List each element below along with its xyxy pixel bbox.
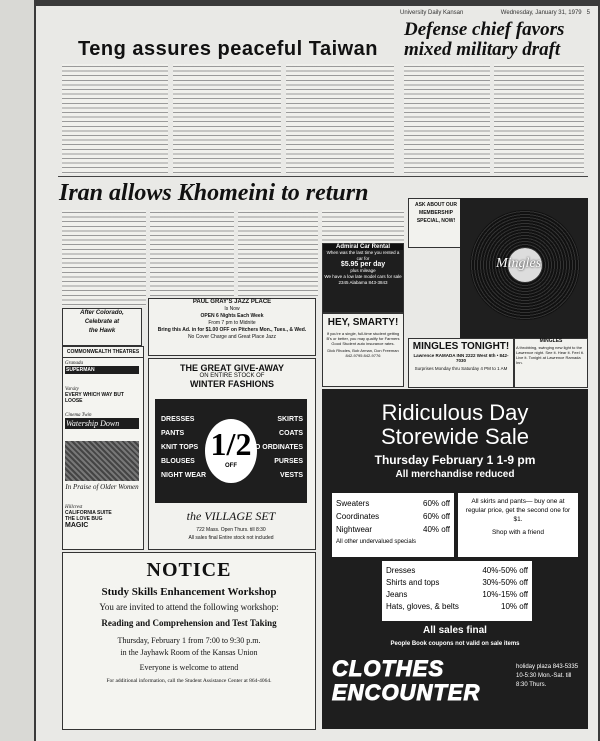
giveaway-dark-panel <box>155 399 307 503</box>
theatre-slot-granada: Granada SUPERMAN <box>65 361 139 385</box>
ad-mingles-tonight: MINGLES TONIGHT! Lawrence RAMADA INN 2222 West 6th • 842-7030 Surprises Monday thru Saturday 4 PM to 1 AM <box>408 338 514 388</box>
older-women-title: In Praise of Older Women <box>65 483 139 491</box>
theatre-slot-hillcrest: Hillcrest CALIFORNIA SUITE THE LOVE BUG MAGIC <box>65 505 112 529</box>
taiwan-col-3 <box>286 64 394 174</box>
mingles-record-panel <box>460 198 588 338</box>
taiwan-col-2 <box>173 64 281 174</box>
headline-defense: Defense chief favors mixed military draft <box>404 19 565 60</box>
taiwan-col-1-text <box>62 64 168 74</box>
rd-row: Sweaters 60% off <box>336 499 450 508</box>
taiwan-col-2-text <box>173 64 281 74</box>
rd-store: CLOTHES ENCOUNTER <box>332 656 481 705</box>
older-women-photo <box>65 441 139 481</box>
rule-top <box>58 176 588 177</box>
ad-giveaway: THE GREAT GIVE-AWAY ON ENTIRE STOCK OF WINTER FASHIONS DRESSES PANTS KNIT TOPS BLOUSES NIGHT WEAR 1/2 OFF SKIRTS COATS CO ORDINATES PURSES VESTS the VILLAGE SET 722 Mass. Open Thurs. till 8:30 All sales final Entire stock not included <box>148 358 316 550</box>
ad-membership: ASK ABOUT OUR MEMBERSHIP SPECIAL, NOW! <box>408 198 464 248</box>
rd-row: Shirts and tops 30%-50% off <box>386 578 528 587</box>
iran-col-2 <box>150 210 234 296</box>
headline-iran: Iran allows Khomeini to return <box>59 180 369 206</box>
rd-row: Hats, gloves, & belts 10% off <box>386 602 528 611</box>
rd-final: All sales final <box>423 625 487 636</box>
rd-other: All other undervalued specials <box>336 539 417 545</box>
defense-col-1 <box>404 64 490 174</box>
rd-title1: Ridiculous Day <box>381 400 529 425</box>
ad-mingles-side: MINGLES A throbbing, swinging new light to the Lawrence night. See it. Hear it. Feel it. Live it. Tonight at Lawrence Ramada Inn. <box>514 338 588 388</box>
taiwan-col-3-text <box>286 64 394 74</box>
ad-ridiculous-day <box>322 389 588 729</box>
rd-table1 <box>332 493 454 557</box>
adjacent-page-strip <box>0 0 34 741</box>
taiwan-col-1 <box>62 64 168 174</box>
paper-name: University Daily Kansan <box>400 10 464 16</box>
ad-car-rental: Admiral Car Rental When was the last time you rented a car for $5.95 per day plus mileage We have a low late model cars for sale 2345 Alabama 843-3843 <box>322 243 404 313</box>
rd-row: Nightwear 40% off <box>336 525 450 534</box>
rd-title2: Storewide Sale <box>381 424 529 449</box>
iran-col-2-text <box>150 210 234 220</box>
rd-skirts: All skirts and pants— buy one at regular price, get the second one for $1. Shop with a friend <box>458 493 578 557</box>
rd-sub: All merchandise reduced <box>395 469 515 480</box>
left-items: DRESSES PANTS KNIT TOPS BLOUSES NIGHT WEAR <box>161 416 207 479</box>
theatre-slot-varsity: Varsity EVERY WHICH WAY BUT LOOSE <box>65 387 124 404</box>
rd-row: Jeans 10%-15% off <box>386 590 528 599</box>
theatre-slot-cinema: Cinema Twin Watership Down <box>65 413 139 439</box>
half-circle: 1/2 OFF <box>205 419 257 483</box>
defense-col-2 <box>494 64 584 174</box>
right-items: SKIRTS COATS CO ORDINATES PURSES VESTS <box>249 416 303 479</box>
defense-col-text <box>404 64 490 74</box>
iran-col-3 <box>238 210 318 296</box>
page-date: Wednesday, January 31, 1979 5 <box>500 10 590 16</box>
iran-col-1 <box>62 210 146 306</box>
theatres-name: COMMONWEALTH THEATRES <box>63 347 143 358</box>
rd-row: Coordinates 60% off <box>336 512 450 521</box>
headline-taiwan: Teng assures peaceful Taiwan <box>78 38 379 60</box>
rd-info: holiday plaza 843-5335 10-5:30 Mon.-Sat. till 8:30 Thurs. <box>516 664 579 688</box>
iran-col-3-text <box>238 210 318 220</box>
ad-celebrate: After Colorado, Celebrate at the Hawk <box>62 308 142 346</box>
ad-jazz: PAUL GRAY'S JAZZ PLACE Is Now OPEN 6 Nights Each Week From 7 pm to Midnite Bring this Ad. in for $1.00 OFF on Pitchers Mon., Tues., & Wed. No Cover Charge and Great Place Jazz <box>148 298 316 356</box>
rd-row: Dresses 40%-50% off <box>386 566 528 575</box>
iran-col-1-text <box>62 210 146 220</box>
rd-coupons: People Book coupons not valid on sale items <box>390 641 520 647</box>
ad-theatres <box>62 346 144 550</box>
ad-smarty: HEY, SMARTY! If you're a single, full-time student getting B's or better, you may qualify for Farmers Good Student auto insurance rates. Dick Rhodes, Bob Arman, Don Freeman 842-9795 842-9776 <box>322 313 404 387</box>
ad-notice: NOTICE Study Skills Enhancement Workshop You are invited to attend the following workshop: Reading and Comprehension and Test Taking Thursday, February 1 from 7:00 to 9:30 p.m. in the Jayhawk Room of the Kansas Union Everyone is welcome to attend For additional information, call the Student Assistance Center at 864-4064. <box>62 552 316 730</box>
rd-table2 <box>382 561 532 621</box>
mingles-logo: Mingles <box>496 256 542 271</box>
rd-date: Thursday February 1 1-9 pm <box>374 453 536 467</box>
